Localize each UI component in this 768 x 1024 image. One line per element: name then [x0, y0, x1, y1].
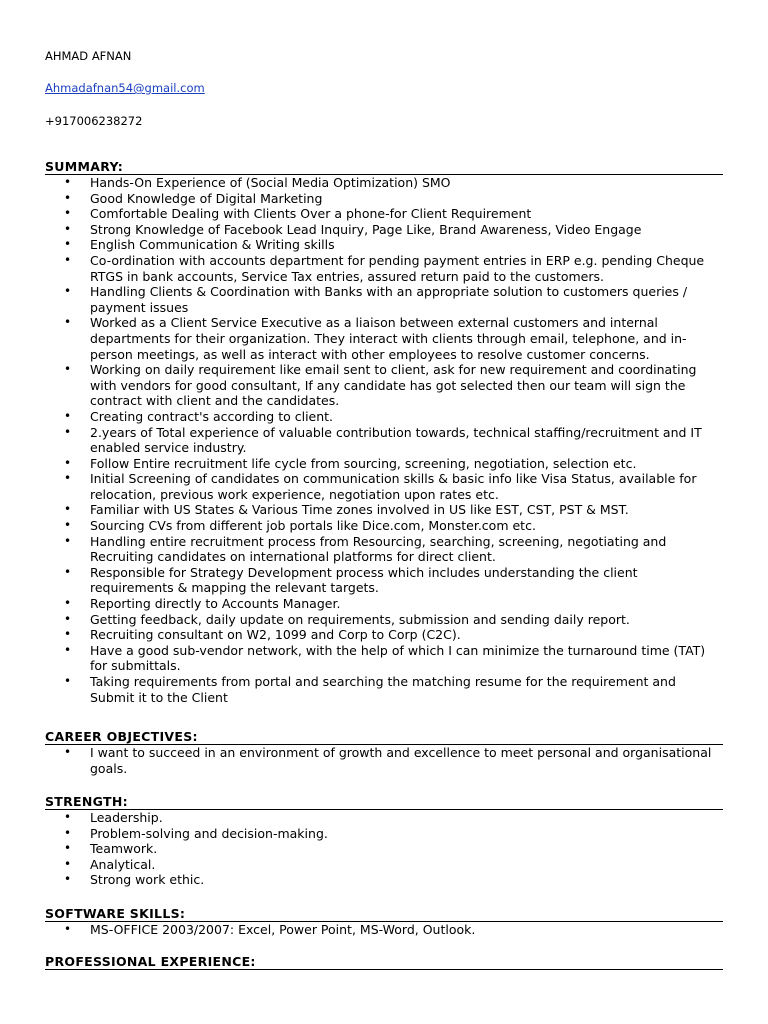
- bullet-icon: •: [64, 175, 72, 189]
- list-item-text: MS-OFFICE 2003/2007: Excel, Power Point, MS-Word, Outlook.: [90, 922, 476, 937]
- list-item-text: Reporting directly to Accounts Manager.: [90, 596, 341, 612]
- list-item: [45, 612, 723, 628]
- list-item-text: Sourcing CVs from different job portals like Dice.com, Monster.com etc.: [90, 518, 536, 534]
- professional-experience-section: [45, 954, 723, 970]
- bullet-icon: •: [64, 455, 72, 470]
- list-item-text: Good Knowledge of Digital Marketing: [90, 190, 323, 206]
- list-item-text: Handling Clients & Coordination with Banks with an appropriate solution to customers queries / payment issues: [90, 284, 688, 315]
- bullet-icon: •: [64, 627, 72, 642]
- list-item: [45, 745, 723, 776]
- list-item-text: Analytical.: [90, 856, 156, 872]
- list-item-text: Initial Screening of candidates on communication skills & basic info like Visa Status, available for relocation, previous work experience, negotiation upon rates etc.: [90, 471, 697, 502]
- list-item: [45, 425, 723, 456]
- bullet-icon: •: [64, 533, 72, 548]
- list-item: [45, 810, 723, 826]
- list-item-text: Taking requirements from portal and searching the matching resume for the requirement and Submit it to the Client: [90, 674, 676, 705]
- list-item: [45, 872, 723, 888]
- bullet-icon: •: [64, 518, 72, 533]
- bullet-icon: •: [64, 190, 72, 205]
- list-item: [45, 596, 723, 612]
- bullet-icon: •: [64, 674, 72, 688]
- list-item-text: Follow Entire recruitment life cycle from sourcing, screening, negotiation, selection etc.: [90, 455, 637, 471]
- list-item-text: Responsible for Strategy Development process which includes understanding the client requirements & mapping the relevant targets.: [90, 564, 638, 596]
- bullet-icon: •: [64, 362, 72, 377]
- list-item: [45, 627, 723, 643]
- strength-section: [45, 794, 723, 888]
- list-item: [45, 857, 723, 873]
- bullet-icon: •: [64, 408, 72, 423]
- list-item: [45, 456, 723, 472]
- list-item: [45, 191, 723, 207]
- list-item-text: Hands-On Experience of (Social Media Optimization) SMO: [90, 175, 451, 190]
- list-item-text: Strong Knowledge of Facebook Lead Inquiry, Page Like, Brand Awareness, Video Engage: [90, 221, 642, 237]
- list-item: [45, 315, 723, 362]
- bullet-icon: •: [64, 596, 72, 611]
- list-item-text: Working on daily requirement like email sent to client, ask for new requirement and coordinating with vendors for good consultant, If any candidate has got selected then our team will sign the contract with client and the candidates.: [90, 362, 697, 409]
- list-item-text: 2.years of Total experience of valuable contribution towards, technical staffing/recruitment and IT enabled service industry.: [90, 424, 702, 456]
- career-objectives-heading: CAREER OBJECTIVES:: [45, 729, 723, 745]
- bullet-icon: •: [64, 471, 72, 486]
- list-item-text: Recruiting consultant on W2, 1099 and Corp to Corp (C2C).: [90, 627, 461, 643]
- strength-heading: STRENGTH:: [45, 794, 723, 810]
- bullet-icon: •: [64, 424, 72, 439]
- strength-list: [45, 810, 723, 888]
- summary-heading: SUMMARY:: [45, 159, 723, 175]
- bullet-icon: •: [64, 564, 72, 579]
- list-item: [45, 175, 723, 191]
- list-item-text: Comfortable Dealing with Clients Over a phone-for Client Requirement: [90, 206, 532, 222]
- list-item-text: Problem-solving and decision-making.: [90, 825, 328, 841]
- list-item: [45, 237, 723, 253]
- career-objectives-list: [45, 745, 723, 776]
- list-item: [45, 222, 723, 238]
- bullet-icon: •: [64, 810, 72, 824]
- bullet-icon: •: [64, 922, 72, 936]
- career-objectives-section: [45, 729, 723, 776]
- phone-number: +917006238272: [45, 114, 143, 128]
- list-item-text: Handling entire recruitment process from Resourcing, searching, screening, negotiating and Recruiting candidates on international platforms for direct client.: [90, 533, 667, 565]
- bullet-icon: •: [64, 502, 72, 517]
- bullet-icon: •: [64, 841, 72, 856]
- list-item: [45, 674, 723, 705]
- list-item-text: Creating contract's according to client.: [90, 408, 334, 424]
- list-item: [45, 409, 723, 425]
- list-item: [45, 826, 723, 842]
- list-item-text: Co-ordination with accounts department for pending payment entries in ERP e.g. pending Cheque RTGS in bank accounts, Service Tax entries, assured return paid to the customers.: [90, 252, 705, 284]
- list-item-text: Leadership.: [90, 810, 163, 825]
- summary-section: [45, 159, 723, 705]
- list-item-text: Strong work ethic.: [90, 872, 205, 888]
- candidate-name: AHMAD AFNAN: [45, 49, 132, 63]
- list-item-text: I want to succeed in an environment of growth and excellence to meet personal and organisational goals.: [90, 745, 712, 776]
- list-item: [45, 206, 723, 222]
- bullet-icon: •: [64, 745, 72, 759]
- list-item: [45, 518, 723, 534]
- list-item: [45, 643, 723, 674]
- list-item-text: Teamwork.: [90, 841, 158, 857]
- list-item-text: Getting feedback, daily update on requirements, submission and sending daily report.: [90, 611, 630, 627]
- list-item: [45, 362, 723, 409]
- software-skills-section: [45, 906, 723, 938]
- list-item: [45, 922, 723, 938]
- list-item: [45, 502, 723, 518]
- bullet-icon: •: [64, 252, 72, 267]
- list-item: [45, 565, 723, 596]
- bullet-icon: •: [64, 825, 72, 840]
- list-item: [45, 471, 723, 502]
- bullet-icon: •: [64, 284, 72, 299]
- bullet-icon: •: [64, 856, 72, 871]
- list-item: [45, 284, 723, 315]
- list-item: [45, 253, 723, 284]
- bullet-icon: •: [64, 221, 72, 236]
- bullet-icon: •: [64, 315, 72, 330]
- summary-list: [45, 175, 723, 705]
- bullet-icon: •: [64, 872, 72, 887]
- list-item: [45, 841, 723, 857]
- email-link[interactable]: Ahmadafnan54@gmail.com: [45, 81, 205, 95]
- list-item-text: English Communication & Writing skills: [90, 237, 335, 253]
- list-item-text: Worked as a Client Service Executive as a liaison between external customers and internal departments for their organization. They interact with clients through email, telephone, and in-person meetings, as well as interact with other employees to resolve customer concerns.: [90, 315, 687, 362]
- list-item: [45, 534, 723, 565]
- bullet-icon: •: [64, 611, 72, 626]
- professional-experience-heading: PROFESSIONAL EXPERIENCE:: [45, 954, 723, 970]
- list-item-text: Have a good sub-vendor network, with the help of which I can minimize the turnaround time (TAT) for submittals.: [90, 642, 706, 674]
- software-skills-heading: SOFTWARE SKILLS:: [45, 906, 723, 922]
- list-item-text: Familiar with US States & Various Time zones involved in US like EST, CST, PST & MST.: [90, 502, 629, 518]
- bullet-icon: •: [64, 642, 72, 657]
- bullet-icon: •: [64, 206, 72, 221]
- software-skills-list: [45, 922, 723, 938]
- bullet-icon: •: [64, 237, 72, 252]
